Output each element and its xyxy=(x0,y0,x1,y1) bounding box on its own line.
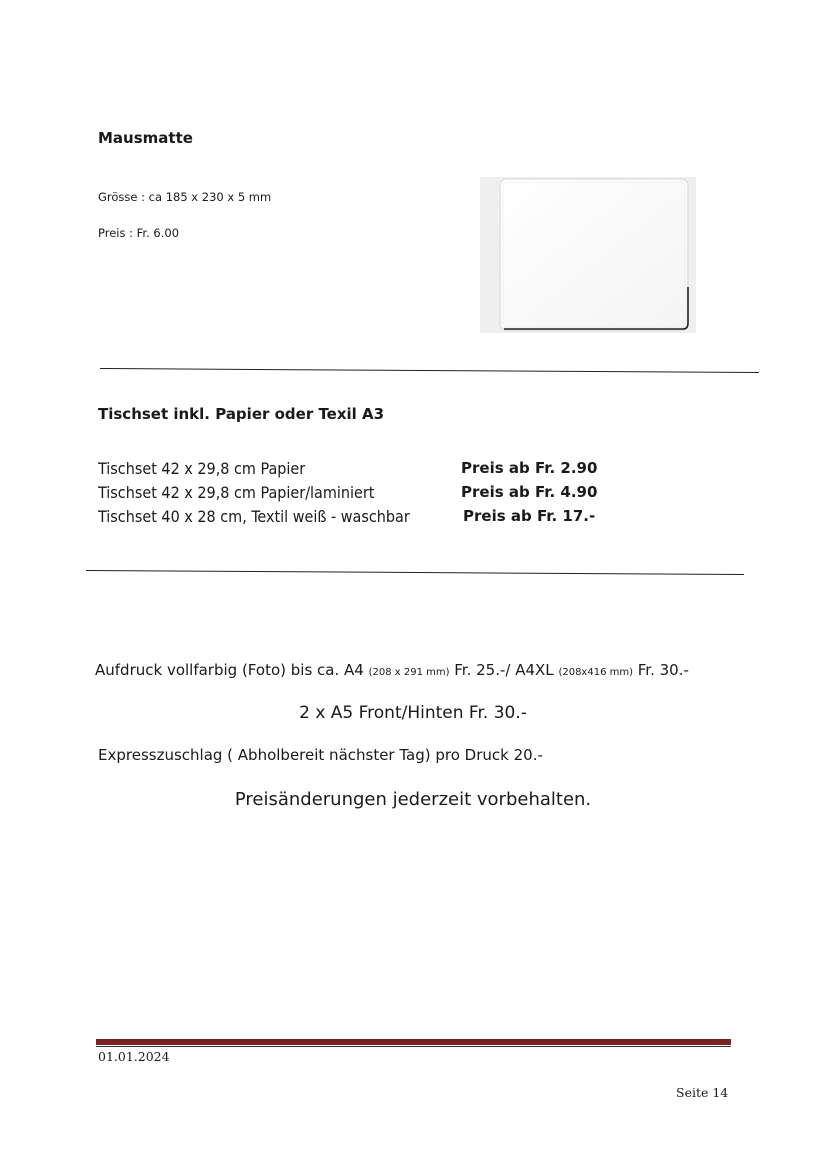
page-number: Seite 14 xyxy=(676,1085,729,1100)
tischset-title: Tischset inkl. Papier oder Texil A3 xyxy=(98,405,385,423)
tischset-row-label: Tischset 42 x 29,8 cm Papier/laminiert xyxy=(98,483,375,502)
tischset-row-label: Tischset 42 x 29,8 cm Papier xyxy=(98,459,306,478)
mousepad-image xyxy=(480,177,696,333)
express-surcharge-line: Expresszuschlag ( Abholbereit nächster Tag) pro Druck 20.- xyxy=(98,746,543,764)
print-text: Aufdruck vollfarbig (Foto) bis ca. A4 xyxy=(95,661,369,679)
footer-date: 01.01.2024 xyxy=(98,1049,170,1064)
a4xl-dimensions: (208x416 mm) xyxy=(558,667,633,678)
tischset-row-price: Preis ab Fr. 2.90 xyxy=(461,459,598,477)
a5-price-line: 2 x A5 Front/Hinten Fr. 30.- xyxy=(299,703,527,723)
tischset-row-price: Preis ab Fr. 17.- xyxy=(463,507,596,525)
a4-dimensions: (208 x 291 mm) xyxy=(368,667,450,678)
footer-divider-line xyxy=(96,1046,731,1047)
mausmatte-title: Mausmatte xyxy=(98,129,193,147)
print-text: Fr. 30.- xyxy=(633,661,689,679)
section-divider xyxy=(100,368,759,373)
footer-divider xyxy=(96,1039,731,1045)
print-text: Fr. 25.-/ A4XL xyxy=(449,661,559,679)
tischset-row-price: Preis ab Fr. 4.90 xyxy=(461,483,598,501)
section-divider xyxy=(86,570,744,575)
mausmatte-price: Preis : Fr. 6.00 xyxy=(98,226,180,240)
mausmatte-size: Grösse : ca 185 x 230 x 5 mm xyxy=(98,190,272,204)
print-price-line xyxy=(95,661,689,679)
price-change-notice: Preisänderungen jederzeit vorbehalten. xyxy=(234,789,592,810)
tischset-row-label: Tischset 40 x 28 cm, Textil weiß - waschbar xyxy=(98,507,410,526)
